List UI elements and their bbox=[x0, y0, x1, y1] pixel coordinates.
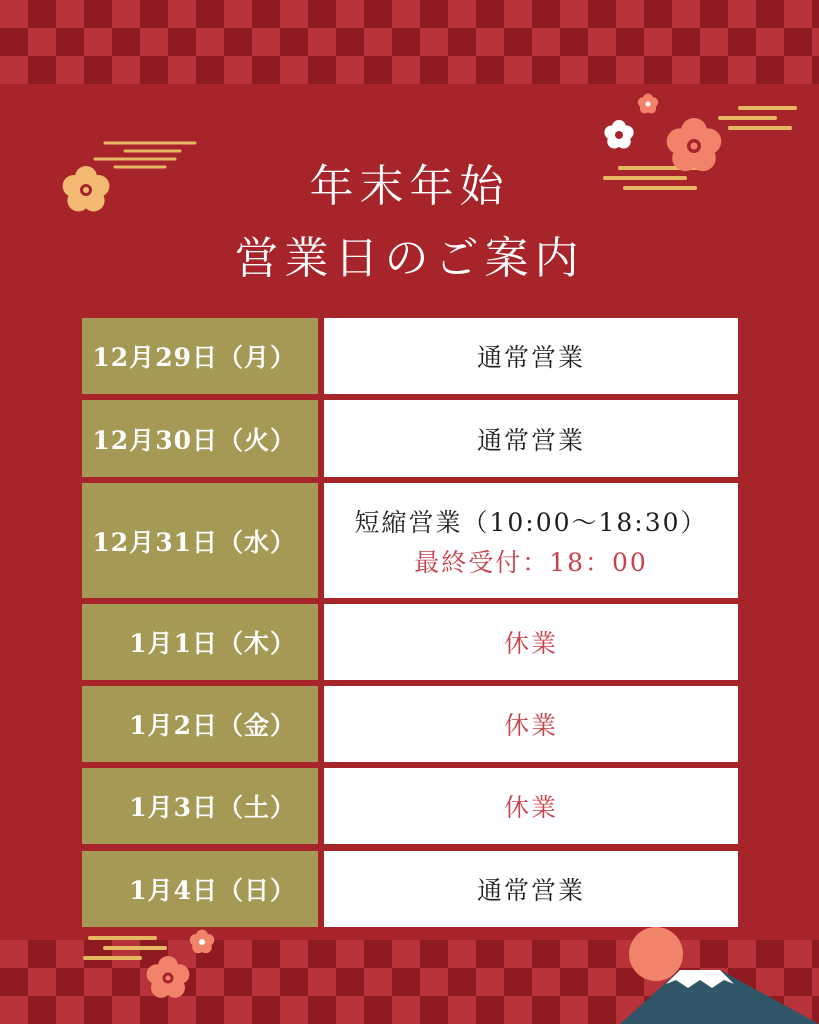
status-cell bbox=[324, 851, 738, 927]
plum-blossom-icon bbox=[142, 952, 194, 1004]
date-cell: 12月30日（火） bbox=[82, 400, 318, 477]
status-cell bbox=[324, 604, 738, 680]
table-row bbox=[82, 686, 738, 762]
page-subtitle: 営業日のご案内 bbox=[234, 233, 585, 284]
table-row bbox=[82, 400, 738, 477]
date-cell: 1月3日（土） bbox=[82, 768, 318, 844]
status-cell bbox=[324, 483, 738, 598]
checker-band-top bbox=[0, 0, 819, 84]
status-cell bbox=[324, 400, 738, 477]
status-text: 休業 bbox=[503, 793, 558, 822]
table-row bbox=[82, 768, 738, 844]
plum-blossom-icon bbox=[636, 92, 660, 116]
status-text: 短縮営業（10:00〜18:30） bbox=[354, 507, 708, 537]
table-row bbox=[82, 604, 738, 680]
status-cell bbox=[324, 768, 738, 844]
date-cell: 12月29日（月） bbox=[82, 318, 318, 394]
mount-fuji-icon bbox=[620, 922, 819, 1024]
status-cell bbox=[324, 318, 738, 394]
plum-blossom-icon bbox=[188, 928, 216, 956]
status-text: 休業 bbox=[503, 711, 558, 740]
status-text: 通常営業 bbox=[476, 425, 585, 455]
status-text: 通常営業 bbox=[476, 876, 585, 905]
table-row bbox=[82, 483, 738, 598]
date-cell: 1月1日（木） bbox=[82, 604, 318, 680]
table-row bbox=[82, 318, 738, 394]
status-text: 休業 bbox=[503, 629, 558, 658]
last-entry-note: 最終受付：18：00 bbox=[414, 547, 648, 577]
date-cell: 12月31日（水） bbox=[82, 483, 318, 598]
rising-sun-icon bbox=[629, 927, 683, 981]
date-cell: 1月4日（日） bbox=[82, 851, 318, 927]
page-title: 年末年始 bbox=[309, 161, 510, 212]
status-text: 通常営業 bbox=[476, 343, 585, 372]
plum-blossom-icon bbox=[602, 118, 636, 152]
status-cell bbox=[324, 686, 738, 762]
date-cell: 1月2日（金） bbox=[82, 686, 318, 762]
table-row bbox=[82, 851, 738, 927]
